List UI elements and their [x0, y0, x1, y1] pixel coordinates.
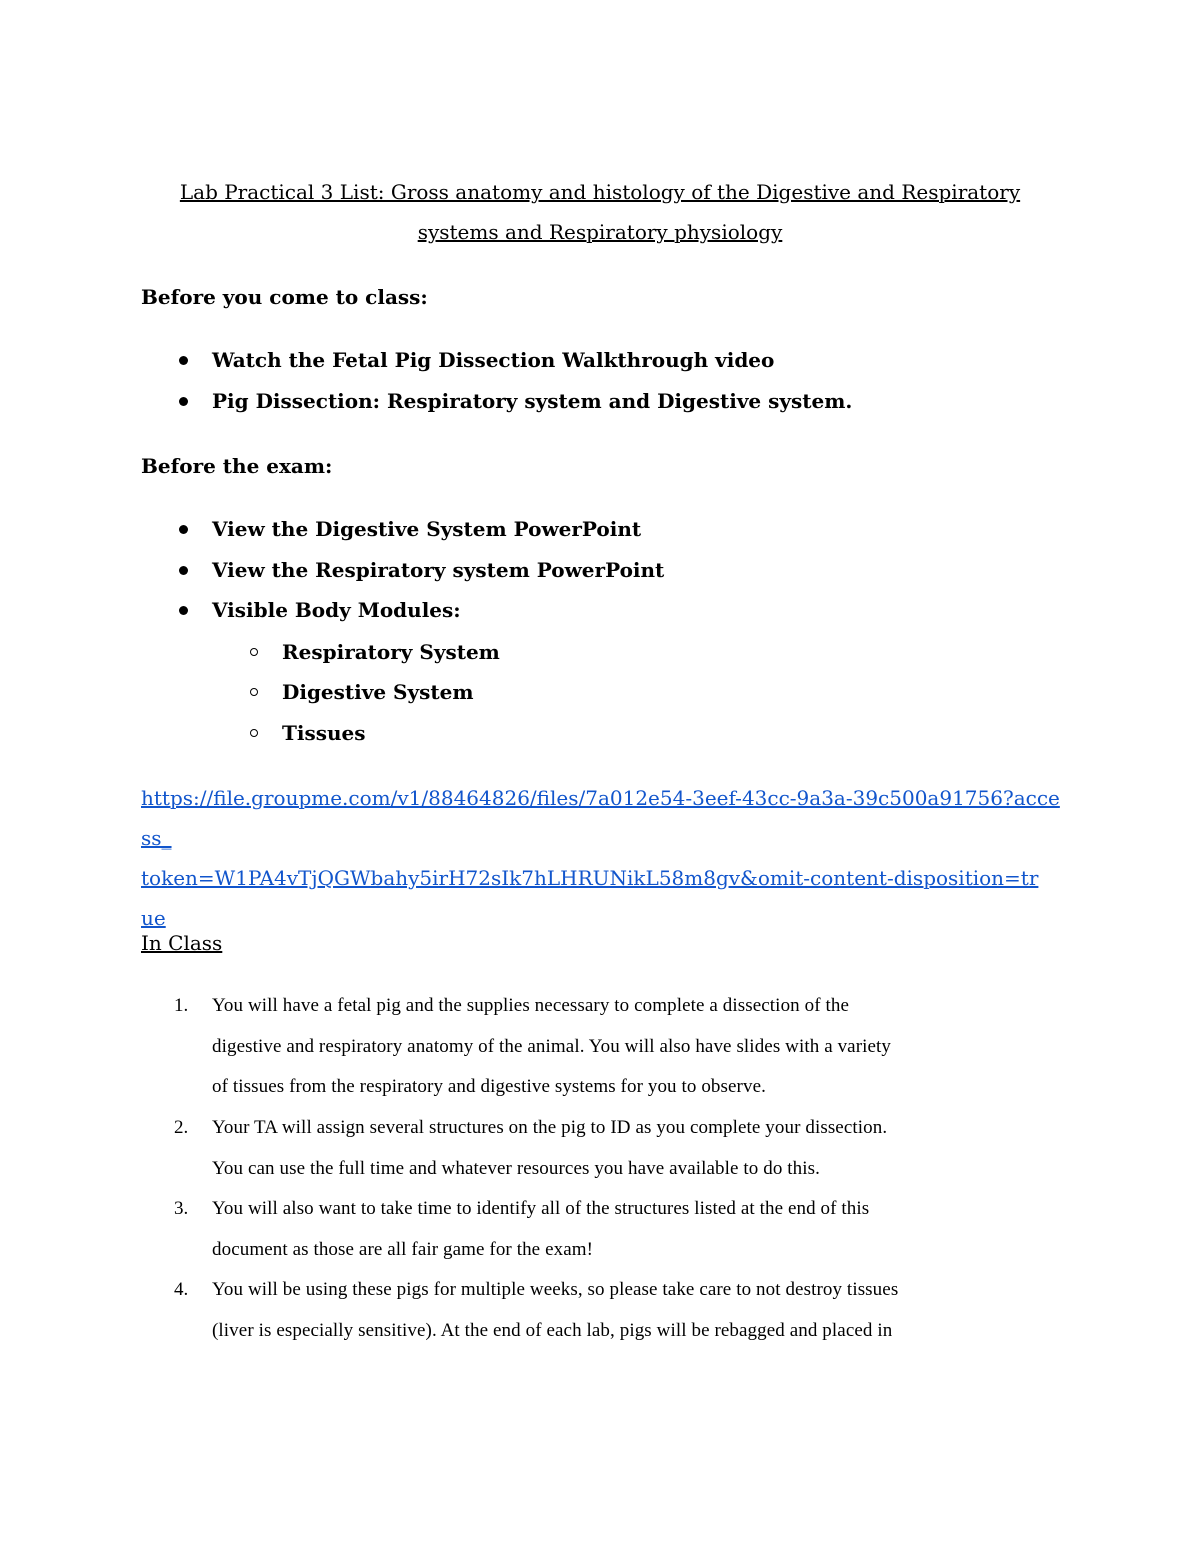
link-line-3: ue	[141, 906, 166, 930]
circle-bullet-icon	[250, 648, 258, 656]
title-line-2: systems and Respiratory physiology	[417, 220, 783, 244]
before-class-heading: Before you come to class:	[141, 285, 428, 309]
in-class-item	[212, 1108, 1072, 1189]
in-class-item	[212, 1189, 1072, 1270]
paragraph-line: You will be using these pigs for multiple weeks, so please take care to not destroy tissues	[212, 1279, 899, 1300]
groupme-file-link[interactable]	[141, 778, 1061, 938]
list-number: 1.	[174, 995, 189, 1016]
bullet-icon	[179, 566, 188, 575]
paragraph-line: digestive and respiratory anatomy of the animal. You will also have slides with a variety	[212, 1035, 892, 1057]
list-number: 3.	[174, 1198, 189, 1219]
paragraph-line: You will also want to take time to identify all of the structures listed at the end of this	[212, 1198, 870, 1219]
document-title	[140, 172, 1060, 252]
paragraph-line: You will have a fetal pig and the supplies necessary to complete a dissection of the	[212, 995, 850, 1016]
link-line-1: https://file.groupme.com/v1/88464826/files/7a012e54-3eef-43cc-9a3a-39c500a91756?access_	[141, 786, 1060, 850]
list-number: 4.	[174, 1279, 189, 1300]
list-number: 2.	[174, 1117, 189, 1138]
paragraph-line: Your TA will assign several structures on the pig to ID as you complete your dissection.	[212, 1117, 888, 1138]
paragraph-line: (liver is especially sensitive). At the end of each lab, pigs will be rebagged and placed in	[212, 1319, 893, 1341]
paragraph-line: document as those are all fair game for the exam!	[212, 1238, 594, 1260]
before-class-item: Watch the Fetal Pig Dissection Walkthrough video	[212, 348, 775, 372]
bullet-icon	[179, 525, 188, 534]
before-exam-item: View the Digestive System PowerPoint	[212, 517, 642, 541]
before-exam-item: Visible Body Modules:	[212, 598, 461, 622]
module-subitem: Digestive System	[282, 680, 474, 704]
bullet-icon	[179, 606, 188, 615]
before-exam-heading: Before the exam:	[141, 454, 333, 478]
module-subitem: Respiratory System	[282, 640, 500, 664]
title-line-1: Lab Practical 3 List: Gross anatomy and histology of the Digestive and Respiratory	[179, 180, 1021, 204]
in-class-heading: In Class	[141, 931, 223, 955]
before-exam-item: View the Respiratory system PowerPoint	[212, 558, 665, 582]
before-class-item: Pig Dissection: Respiratory system and Digestive system.	[212, 389, 853, 413]
bullet-icon	[179, 397, 188, 406]
in-class-item	[212, 1270, 1072, 1351]
link-line-2: token=W1PA4vTjQGWbahy5irH72sIk7hLHRUNikL58m8gv&omit-content-disposition=tr	[141, 866, 1039, 890]
paragraph-line: of tissues from the respiratory and digestive systems for you to observe.	[212, 1076, 766, 1097]
paragraph-line: You can use the full time and whatever resources you have available to do this.	[212, 1157, 820, 1179]
in-class-item	[212, 986, 1072, 1108]
circle-bullet-icon	[250, 688, 258, 696]
bullet-icon	[179, 356, 188, 365]
module-subitem: Tissues	[282, 721, 366, 745]
circle-bullet-icon	[250, 729, 258, 737]
